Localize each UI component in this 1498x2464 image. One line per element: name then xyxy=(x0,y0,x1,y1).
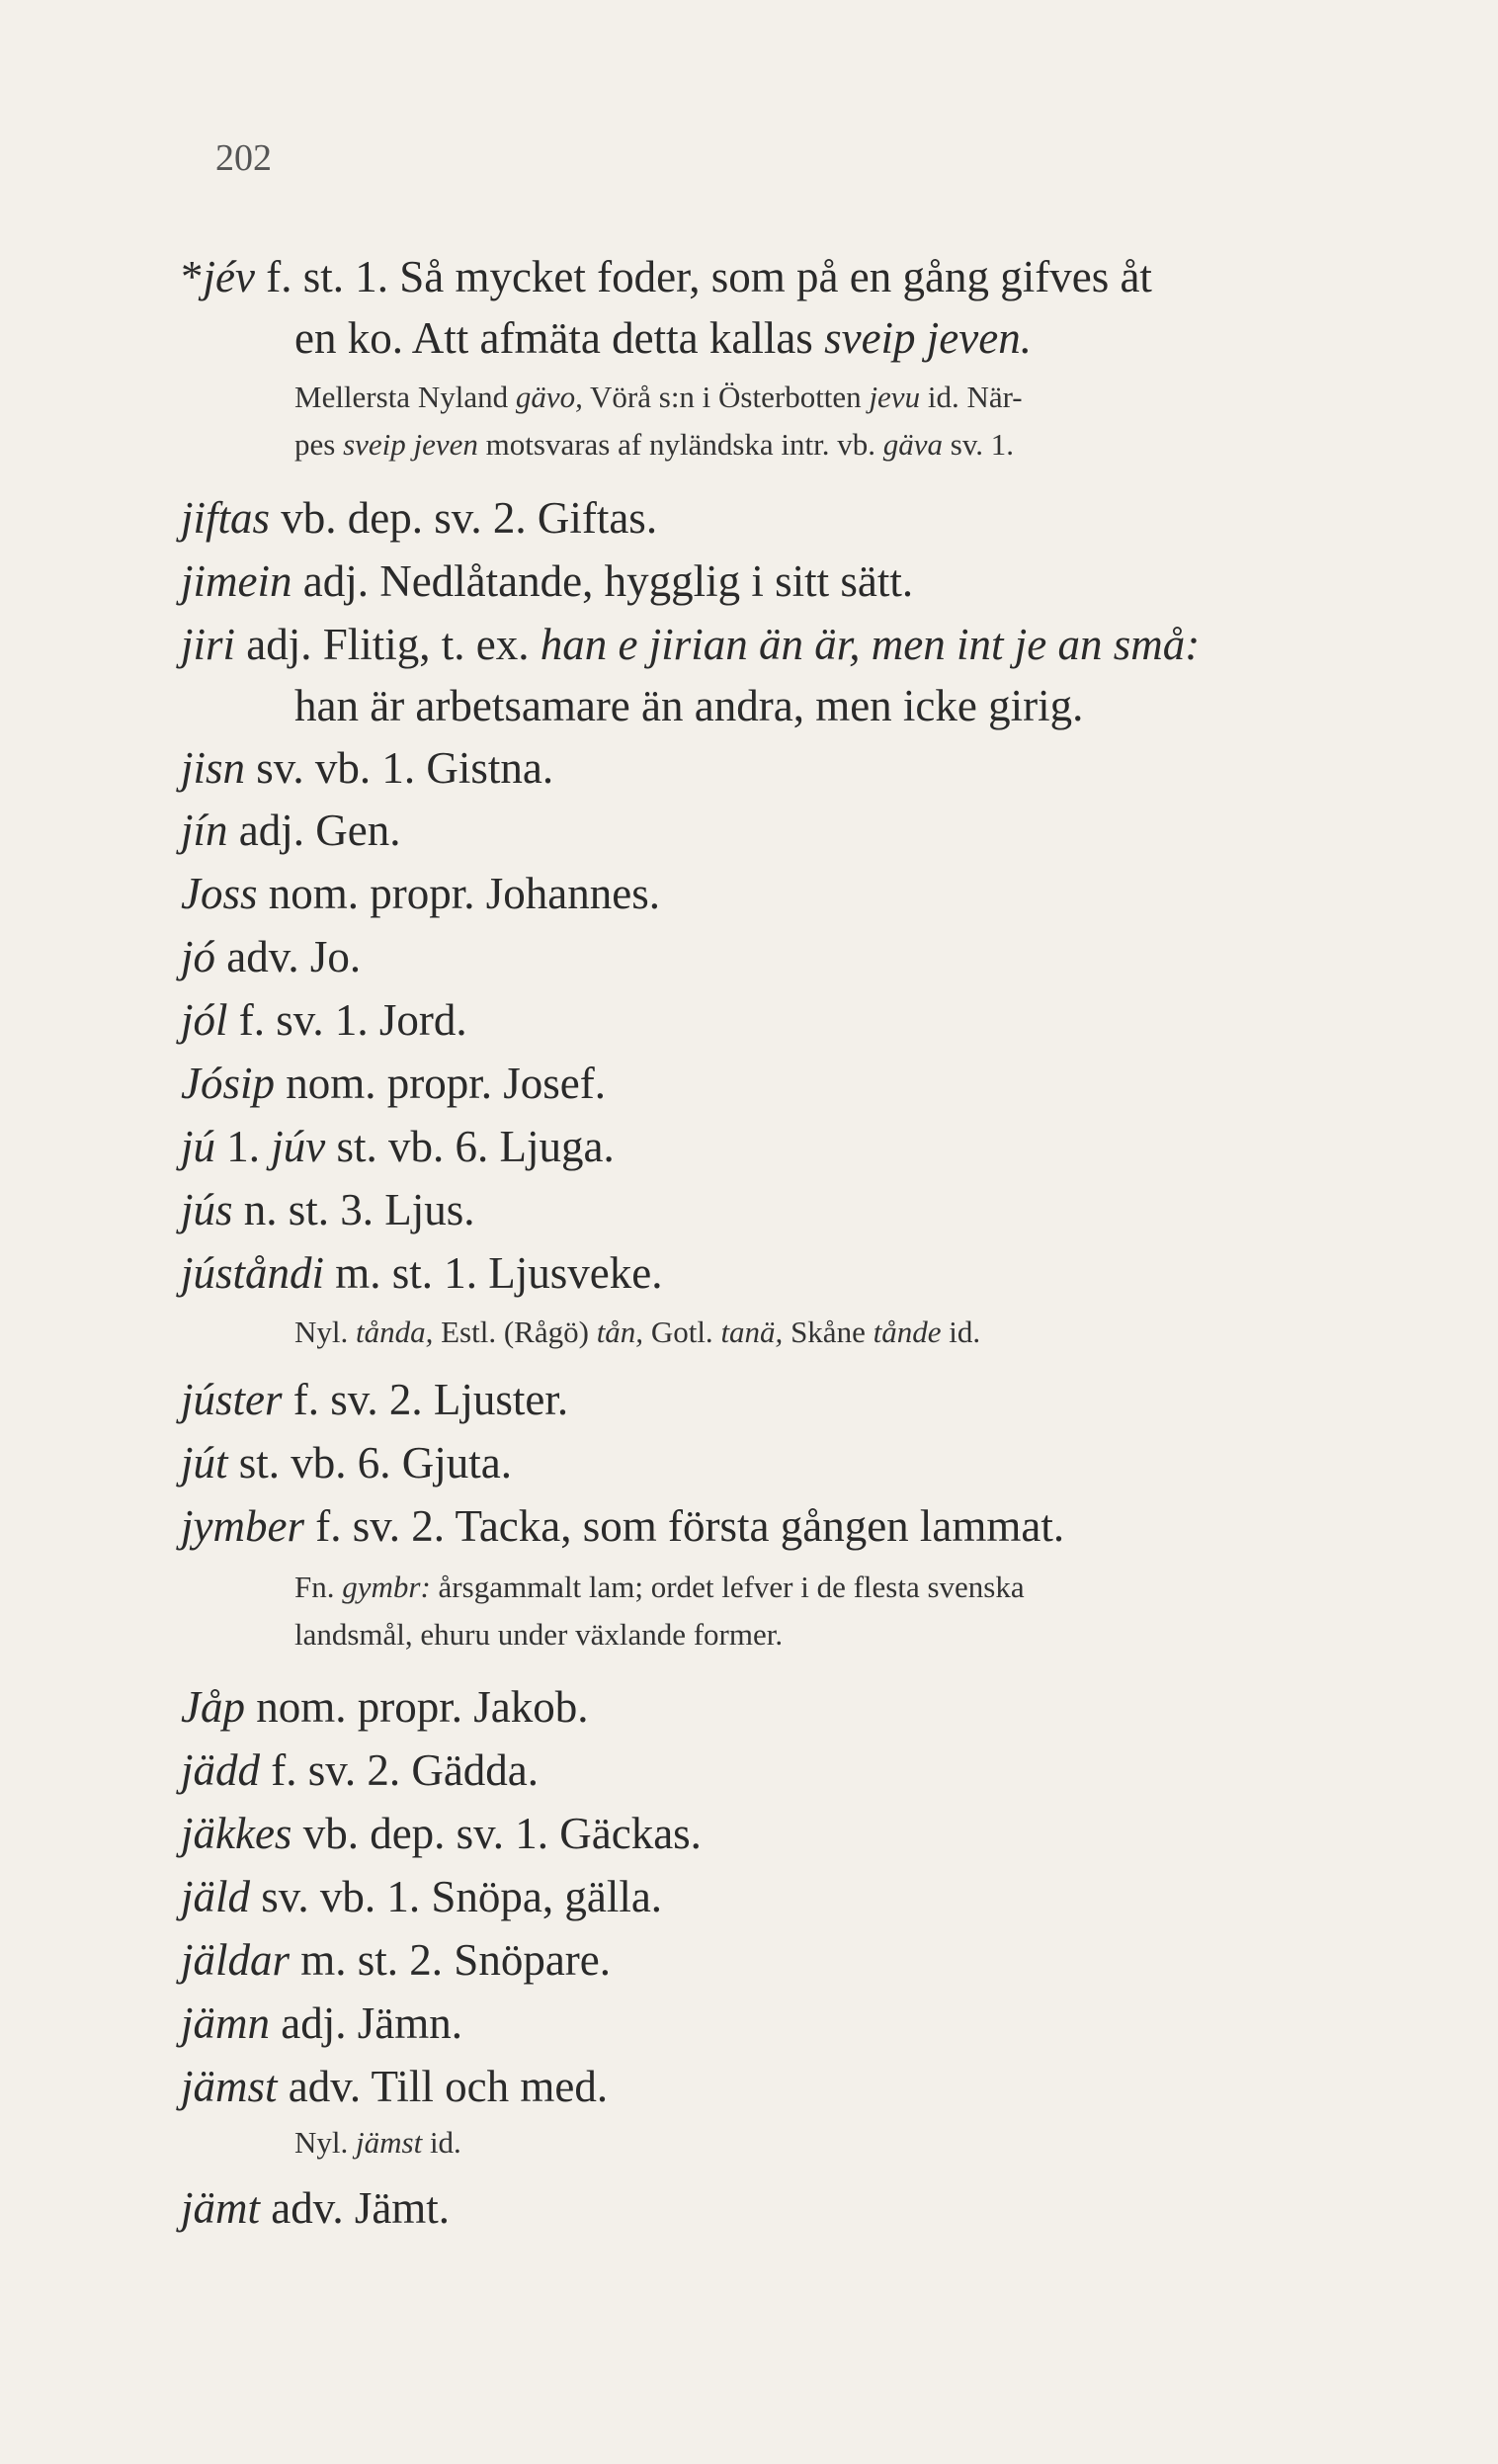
italic-term: jäld xyxy=(181,1872,251,1921)
italic-term: han e jirian än är, men int je an små: xyxy=(540,620,1201,669)
italic-term: jämst xyxy=(181,2062,278,2111)
text-segment: adj. Jämn. xyxy=(270,1998,462,2048)
text-segment: vb. dep. sv. 2. Giftas. xyxy=(270,493,658,543)
text-segment: 1. xyxy=(215,1122,272,1171)
italic-term: sveip jeven. xyxy=(824,313,1032,363)
text-segment: st. vb. 6. Gjuta. xyxy=(227,1438,513,1487)
text-segment: f. sv. 2. Gädda. xyxy=(260,1745,540,1795)
italic-term: jädd xyxy=(181,1745,261,1795)
italic-term: jisn xyxy=(181,743,246,793)
text-segment: vb. dep. sv. 1. Gäckas. xyxy=(291,1809,702,1858)
entry-continuation-line xyxy=(181,306,1498,370)
text-segment: nom. propr. Johannes. xyxy=(257,869,660,918)
text-segment: f. st. 1. Så mycket foder, som på en gång gifves åt xyxy=(254,252,1152,301)
text-segment: f. sv. 2. Ljuster. xyxy=(282,1375,569,1424)
entry-line xyxy=(181,1178,1386,1241)
italic-term: tån, xyxy=(596,1315,644,1349)
text-segment: Nyl. xyxy=(294,1315,356,1349)
text-segment: * xyxy=(181,252,204,301)
text-segment: f. sv. 2. Tacka, som första gången lammat. xyxy=(303,1501,1065,1551)
text-segment: adj. Flitig, t. ex. xyxy=(235,620,541,669)
italic-term: jiftas xyxy=(181,493,271,543)
entry-note-line xyxy=(294,1609,1391,1660)
text-segment: m. st. 1. Ljusveke. xyxy=(324,1248,663,1298)
text-segment: Mellersta Nyland xyxy=(294,380,516,414)
entry-line xyxy=(181,988,1386,1052)
italic-term: júståndi xyxy=(181,1248,325,1298)
text-segment: sv. vb. 1. Gistna. xyxy=(245,743,554,793)
text-segment: n. st. 3. Ljus. xyxy=(232,1185,475,1234)
text-segment: sv. 1. xyxy=(943,427,1015,462)
entry-line xyxy=(181,1115,1386,1178)
text-segment: Nyl. xyxy=(294,2125,356,2160)
italic-term: jú xyxy=(181,1122,216,1171)
italic-term: Joss xyxy=(181,869,258,918)
text-segment: motsvaras af nyländska intr. vb. xyxy=(477,427,883,462)
entry-line xyxy=(181,1928,1386,1992)
page-number: 202 xyxy=(215,137,272,179)
text-segment: adj. Nedlåtande, hygglig i sitt sätt. xyxy=(291,556,914,606)
italic-term: jäkkes xyxy=(181,1809,292,1858)
text-segment: id. xyxy=(422,2125,461,2160)
italic-term: jól xyxy=(181,995,228,1045)
entry-line xyxy=(181,2176,1386,2240)
italic-term: jämn xyxy=(181,1998,270,2048)
italic-term: tanä, xyxy=(720,1315,784,1349)
text-segment: Fn. xyxy=(294,1570,343,1604)
entry-line xyxy=(181,1675,1386,1739)
text-segment: en ko. Att afmäta detta kallas xyxy=(294,313,825,363)
italic-term: jó xyxy=(181,932,216,981)
entry-line xyxy=(181,1368,1386,1431)
italic-term: júster xyxy=(181,1375,283,1424)
text-segment: st. vb. 6. Ljuga. xyxy=(325,1122,615,1171)
italic-term: gäva xyxy=(882,427,943,462)
italic-term: jimein xyxy=(181,556,292,606)
text-segment: Estl. (Rågö) xyxy=(433,1315,597,1349)
italic-term: júv xyxy=(271,1122,326,1171)
italic-term: tånde xyxy=(873,1315,942,1349)
text-segment: han är arbetsamare än andra, men icke girig. xyxy=(294,681,1084,730)
text-segment: adv. Jämt. xyxy=(260,2183,451,2233)
italic-term: jämt xyxy=(181,2183,261,2233)
entry-note-line xyxy=(294,419,1391,470)
italic-term: jiri xyxy=(181,620,236,669)
entry-line xyxy=(181,1739,1386,1802)
text-segment: nom. propr. Jakob. xyxy=(244,1682,589,1732)
entry-line xyxy=(181,613,1386,676)
text-segment: id. xyxy=(941,1315,981,1349)
entry-line xyxy=(181,1431,1386,1494)
text-segment: m. st. 2. Snöpare. xyxy=(290,1935,612,1985)
italic-term: jín xyxy=(181,806,228,855)
italic-term: gävo, xyxy=(515,380,583,414)
entry-note-line xyxy=(294,1307,1391,1358)
italic-term: jäldar xyxy=(181,1935,291,1985)
italic-term: gymbr: xyxy=(342,1570,431,1604)
entry-line xyxy=(181,1992,1386,2055)
entry-line xyxy=(181,862,1386,925)
entry-note-line xyxy=(294,372,1391,423)
italic-term: jús xyxy=(181,1185,233,1234)
text-segment: Skåne xyxy=(783,1315,874,1349)
entry-line xyxy=(181,2055,1386,2118)
italic-term: tånda, xyxy=(356,1315,434,1349)
text-segment: f. sv. 1. Jord. xyxy=(227,995,467,1045)
italic-term: Jåp xyxy=(181,1682,245,1732)
italic-term: jymber xyxy=(181,1501,304,1551)
entry-note-line xyxy=(294,1562,1391,1613)
entry-line xyxy=(181,1865,1386,1928)
italic-term: jút xyxy=(181,1438,228,1487)
italic-term: jämst xyxy=(356,2125,423,2160)
text-segment: adj. Gen. xyxy=(227,806,401,855)
text-segment: landsmål, ehuru under växlande former. xyxy=(294,1617,784,1652)
text-segment: Vörå s:n i Österbotten xyxy=(582,380,870,414)
italic-term: jév xyxy=(203,252,255,301)
entry-line xyxy=(181,925,1386,988)
entry-line xyxy=(181,799,1386,862)
entry-line xyxy=(181,245,1386,308)
text-segment: pes xyxy=(294,427,344,462)
entry-line xyxy=(181,736,1386,800)
entry-line xyxy=(181,1241,1386,1305)
text-segment: adv. Till och med. xyxy=(277,2062,609,2111)
entry-line xyxy=(181,550,1386,613)
italic-term: jevu xyxy=(869,380,921,414)
entry-continuation-line xyxy=(181,674,1498,737)
entry-line xyxy=(181,486,1386,550)
entry-line xyxy=(181,1052,1386,1115)
text-segment: sv. vb. 1. Snöpa, gälla. xyxy=(250,1872,663,1921)
text-segment: adv. Jo. xyxy=(215,932,362,981)
italic-term: sveip jeven xyxy=(343,427,478,462)
text-segment: id. När- xyxy=(920,380,1023,414)
text-segment: nom. propr. Josef. xyxy=(275,1059,606,1108)
entry-note-line xyxy=(294,2117,1391,2168)
italic-term: Jósip xyxy=(181,1059,275,1108)
text-segment: årsgammalt lam; ordet lefver i de flesta svenska xyxy=(430,1570,1025,1604)
entry-line xyxy=(181,1802,1386,1865)
text-segment: Gotl. xyxy=(643,1315,721,1349)
entry-line xyxy=(181,1494,1386,1558)
